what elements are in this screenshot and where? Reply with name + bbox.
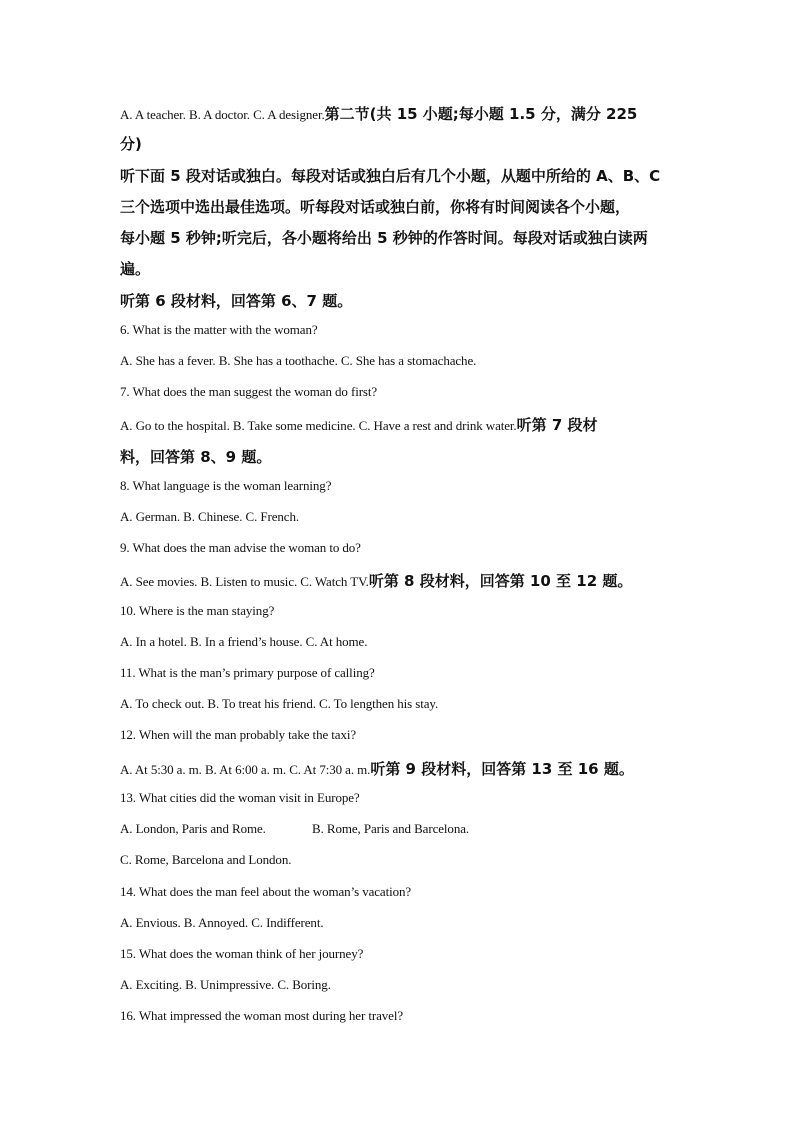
question-14-options: A. Envious. B. Annoyed. C. Indifferent.: [120, 915, 324, 930]
question-11: 11. What is the man’s primary purpose of calling?: [120, 665, 375, 680]
question-7-options: A. Go to the hospital. B. Take some medicine. C. Have a rest and drink water.: [120, 418, 517, 433]
question-16: 16. What impressed the woman most during her travel?: [120, 1008, 404, 1023]
passage-9-heading: 听第 9 段材料，回答第 13 至 16 题。: [370, 760, 634, 778]
question-6-options: A. She has a fever. B. She has a toothache. C. She has a stomachache.: [120, 353, 477, 368]
line-q7-options: [120, 414, 597, 435]
question-10: 10. Where is the man staying?: [120, 603, 275, 618]
line-q5-options: [120, 103, 637, 124]
question-10-options: A. In a hotel. B. In a friend’s house. C. At home.: [120, 634, 368, 649]
instructions-line-3: 每小题 5 秒钟;听完后，各小题将给出 5 秒钟的作答时间。每段对话或独白读两: [120, 229, 648, 247]
q13-option-a: A. London, Paris and Rome.: [120, 821, 266, 836]
q13-option-c: C. Rome, Barcelona and London.: [120, 852, 292, 867]
passage-7-heading: 听第 7 段材: [516, 416, 598, 434]
passage-6-heading: 听第 6 段材料，回答第 6、7 题。: [120, 292, 353, 310]
question-8: 8. What language is the woman learning?: [120, 478, 332, 493]
question-14: 14. What does the man feel about the woman’s vacation?: [120, 884, 412, 899]
passage-8-heading: 听第 8 段材料，回答第 10 至 12 题。: [368, 572, 633, 590]
section-two-heading-cont: 分): [120, 135, 142, 153]
instructions-line-4: 遍。: [120, 260, 151, 278]
instructions-line-1: 听下面 5 段对话或独白。每段对话或独白后有几个小题，从题中所给的 A、B、C: [120, 167, 661, 185]
question-13: 13. What cities did the woman visit in Europe?: [120, 790, 360, 805]
line-q12-options: [120, 758, 634, 779]
question-12-options: A. At 5:30 a. m. B. At 6:00 a. m. C. At 7:30 a. m.: [120, 762, 371, 777]
question-11-options: A. To check out. B. To treat his friend. C. To lengthen his stay.: [120, 696, 439, 711]
section-two-heading: 第二节(共 15 小题;每小题 1.5 分，满分 225: [324, 105, 638, 123]
line-q9-options: [120, 570, 632, 591]
instructions-line-2: 三个选项中选出最佳选项。听每段对话或独白前，你将有时间阅读各个小题，: [120, 198, 631, 216]
q5-options: A. A teacher. B. A doctor. C. A designer.: [120, 107, 325, 122]
question-13-options: [120, 821, 469, 837]
passage-7-heading-cont: 料，回答第 8、9 题。: [120, 448, 272, 466]
question-9-options: A. See movies. B. Listen to music. C. Watch TV.: [120, 574, 369, 589]
question-12: 12. When will the man probably take the taxi?: [120, 727, 357, 742]
question-9: 9. What does the man advise the woman to do?: [120, 540, 361, 555]
question-15-options: A. Exciting. B. Unimpressive. C. Boring.: [120, 977, 331, 992]
question-15: 15. What does the woman think of her journey?: [120, 946, 364, 961]
question-7: 7. What does the man suggest the woman do first?: [120, 384, 378, 399]
q13-option-b: B. Rome, Paris and Barcelona.: [312, 821, 470, 836]
question-8-options: A. German. B. Chinese. C. French.: [120, 509, 300, 524]
question-6: 6. What is the matter with the woman?: [120, 322, 318, 337]
